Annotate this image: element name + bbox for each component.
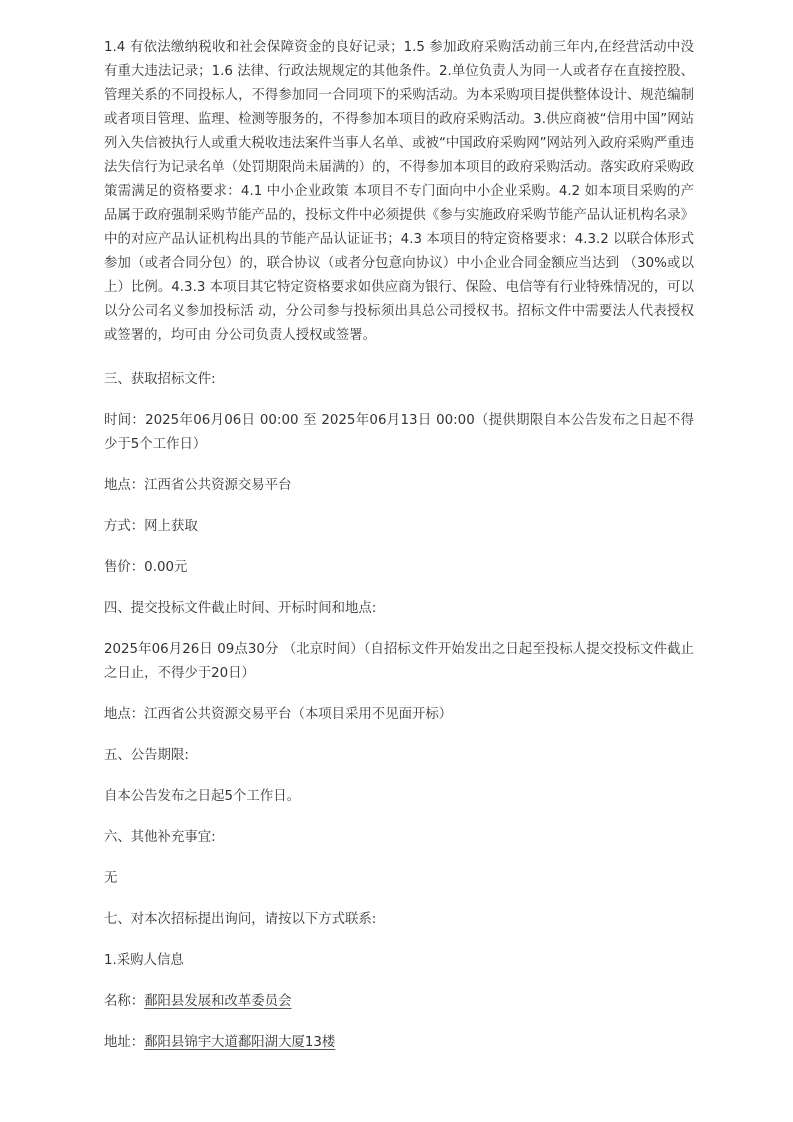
notice-period: 自本公告发布之日起5个工作日。 — [104, 789, 300, 804]
bid-location: 地点：江西省公共资源交易平台（本项目采用不见面开标） — [104, 707, 453, 722]
section-3-heading: 三、获取招标文件: — [104, 372, 216, 387]
section-5-heading: 五、公告期限: — [104, 748, 189, 763]
bid-deadline: 2025年06月26日 09点30分 （北京时间）（自招标文件开始发出之日起至投标人提交投标文件截止之日止，不得少于20日） — [104, 642, 694, 681]
document-location: 地点：江西省公共资源交易平台 — [104, 478, 292, 493]
section-7-heading: 七、对本次招标提出询问，请按以下方式联系: — [104, 912, 377, 927]
document-method: 方式：网上获取 — [104, 519, 198, 534]
document-time: 时间：2025年06月06日 00:00 至 2025年06月13日 00:00（提供期限自本公告发布之日起不得少于5个工作日） — [104, 413, 694, 452]
purchaser-name-label: 名称： — [104, 994, 145, 1009]
section-4-heading: 四、提交投标文件截止时间、开标时间和地点: — [104, 601, 377, 616]
purchaser-name — [104, 990, 694, 1014]
section-6-heading: 六、其他补充事宜: — [104, 830, 216, 845]
document-price: 售价：0.00元 — [104, 560, 188, 575]
purchaser-info-heading: 1.采购人信息 — [104, 953, 184, 968]
purchaser-name-value: 鄱阳县发展和改革委员会 — [144, 994, 292, 1009]
announcement-body — [104, 36, 694, 1072]
purchaser-address — [104, 1031, 694, 1055]
purchaser-address-label: 地址： — [104, 1035, 145, 1050]
other-matters: 无 — [104, 871, 118, 886]
qualification-requirements: 1.4 有依法缴纳税收和社会保障资金的良好记录；1.5 参加政府采购活动前三年内,在经营活动中没有重大违法记录；1.6 法律、行政法规规定的其他条件。2.单位负责人为同一人或者存在直接控股、管理关系的不同投标人，不得参加同一合同项下的采购活动。为本采购项目提供整体设计、规范编制或者项目管理、监理、检测等服务的，不得参加本项目的政府采购活动。3.供应商被“信用中国”网站列入失信被执行人或重大税收违法案件当事人名单、或被“中国政府采购网”网站列入政府采购严重违法失信行为记录名单（处罚期限尚未届满的）的，不得参加本项目的政府采购活动。落实政府采购政策需满足的资格要求：4.1 中小企业政策 本项目不专门面向中小企业采购。4.2 如本项目采购的产品属于政府强制采购节能产品的，投标文件中必须提供《参与实施政府采购节能产品认证机构名录》中的对应产品认证机构出具的节能产品认证证书；4.3 本项目的特定资格要求：4.3.2 以联合体形式参加（或者合同分包）的，联合协议（或者分包意向协议）中小企业合同金额应当达到 （30%或以上）比例。4.3.3 本项目其它特定资格要求如供应商为银行、保险、电信等有行业特殊情况的，可以以分公司名义参加投标活 动，分公司参与投标须出具总公司授权书。招标文件中需要法人代表授权或签署的，均可由 分公司负责人授权或签署。 — [104, 40, 694, 343]
purchaser-address-value: 鄱阳县锦宇大道鄱阳湖大厦13楼 — [144, 1035, 336, 1050]
